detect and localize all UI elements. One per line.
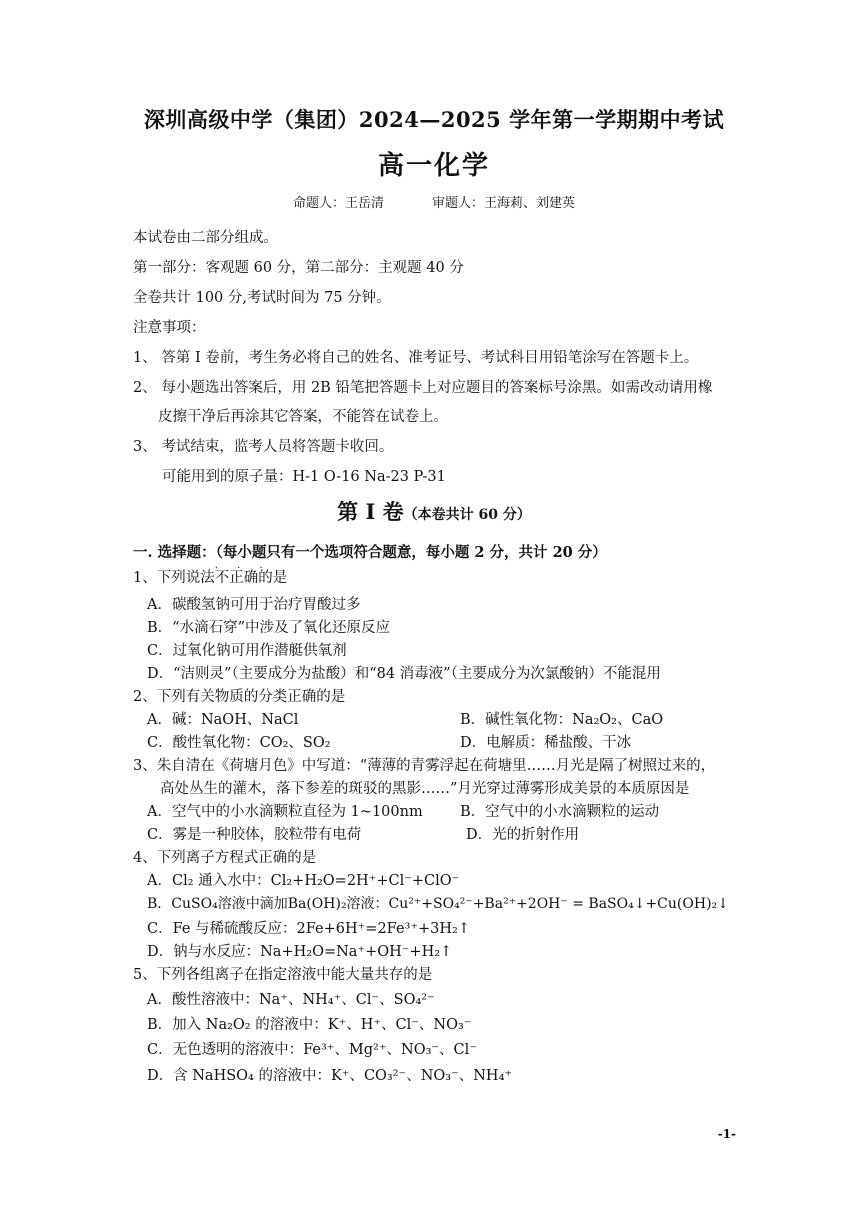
q4-option-b: B．CuSO₄溶液中滴加Ba(OH)₂溶液：Cu²⁺+SO₄²⁻+Ba²⁺+2OH⁻ = BaSO₄↓+Cu(OH)₂↓ bbox=[147, 896, 729, 912]
note-2b: 皮擦干净后再涂其它答案，不能答在试卷上。 bbox=[158, 409, 448, 425]
section-note: （本卷共计 60 分） bbox=[403, 507, 531, 523]
intro-line-1: 本试卷由二部分组成。 bbox=[133, 230, 278, 246]
q5-stem: 5、下列各组离子在指定溶液中能大量共存的是 bbox=[133, 967, 433, 983]
intro-line-3: 全卷共计 100 分,考试时间为 75 分钟。 bbox=[133, 290, 391, 306]
q4-option-c: C．Fe 与稀硫酸反应：2Fe+6H⁺=2Fe³⁺+3H₂↑ bbox=[147, 921, 470, 937]
q3-option-a: A．空气中的小水滴颗粒直径为 1~100nm bbox=[147, 804, 423, 820]
q1-option-c: C．过氧化钠可用作潜艇供氧剂 bbox=[147, 643, 347, 659]
subject-title: 高一化学 bbox=[377, 151, 490, 181]
q5-option-b: B．加入 Na₂O₂ 的溶液中：K⁺、H⁺、Cl⁻、NO₃⁻ bbox=[147, 1017, 472, 1033]
atomic-masses: 可能用到的原子量：H-1 O-16 Na-23 P-31 bbox=[162, 469, 446, 485]
q3-option-b: B．空气中的小水滴颗粒的运动 bbox=[460, 804, 660, 820]
note-2a: 2、 每小题选出答案后，用 2B 铅笔把答题卡上对应题目的答案标号涂黑。如需改动请用橡 bbox=[133, 380, 713, 396]
intro-line-2: 第一部分：客观题 60 分，第二部分：主观题 40 分 bbox=[133, 260, 464, 276]
note-1: 1、 答第 I 卷前，考生务必将自己的姓名、准考证号、考试科目用铅笔涂写在答题卡上。 bbox=[133, 350, 699, 366]
q1-option-b: B．“水滴石穿”中涉及了氧化还原反应 bbox=[147, 620, 390, 636]
q3-stem-2: 高处丛生的灌木，落下参差的斑驳的黑影……”月光穿过薄雾形成美景的本质原因是 bbox=[160, 781, 690, 797]
part-heading: 一. 选择题：（每小题只有一个选项符合题意，每小题 2 分，共计 20 分） bbox=[133, 544, 607, 561]
reviewer: 审题人：王海莉、刘建英 bbox=[432, 196, 576, 211]
q1-emphasis: · · · 不正确 bbox=[214, 563, 271, 586]
q5-option-d: D．含 NaHSO₄ 的溶液中：K⁺、CO₃²⁻、NO₃⁻、NH₄⁺ bbox=[147, 1068, 513, 1084]
q3-option-d: D．光的折射作用 bbox=[466, 827, 580, 843]
section-title-main: 第 I 卷 bbox=[337, 499, 404, 524]
q2-option-d: D．电解质：稀盐酸、干冰 bbox=[460, 735, 632, 751]
q2-stem: 2、下列有关物质的分类正确的是 bbox=[133, 689, 346, 705]
exam-title: 深圳高级中学（集团）2024—2025 学年第一学期期中考试 bbox=[143, 107, 725, 132]
q2-option-c: C．酸性氧化物：CO₂、SO₂ bbox=[147, 735, 331, 751]
q1-stem: 1、下列说法 · · · 不正确的是 bbox=[133, 563, 288, 586]
q3-stem-1: 3、朱自清在《荷塘月色》中写道：“薄薄的青雾浮起在荷塘里……月光是隔了树照过来的， bbox=[133, 758, 716, 774]
setter: 命题人：王岳清 bbox=[292, 196, 384, 211]
q5-option-a: A．酸性溶液中：Na⁺、NH₄⁺、Cl⁻、SO₄²⁻ bbox=[147, 992, 435, 1008]
section-title bbox=[0, 496, 868, 526]
notes-title: 注意事项： bbox=[133, 320, 206, 336]
q3-option-c: C．雾是一种胶体，胶粒带有电荷 bbox=[147, 827, 362, 843]
q5-option-c: C．无色透明的溶液中：Fe³⁺、Mg²⁺、NO₃⁻、Cl⁻ bbox=[147, 1042, 477, 1058]
page-number: -1- bbox=[717, 1127, 736, 1141]
q2-option-a: A．碱：NaOH、NaCl bbox=[147, 712, 299, 728]
q4-stem: 4、下列离子方程式正确的是 bbox=[133, 850, 317, 866]
q1-option-a: A．碳酸氢钠可用于治疗胃酸过多 bbox=[147, 597, 361, 613]
q1-option-d: D．“洁则灵”（主要成分为盐酸）和“84 消毒液”（主要成分为次氯酸钠）不能混用 bbox=[147, 666, 661, 682]
authors-line bbox=[0, 192, 868, 211]
q4-option-d: D．钠与水反应：Na+H₂O=Na⁺+OH⁻+H₂↑ bbox=[147, 944, 453, 960]
note-3: 3、 考试结束，监考人员将答题卡收回。 bbox=[133, 439, 394, 455]
q4-option-a: A．Cl₂ 通入水中：Cl₂+H₂O=2H⁺+Cl⁻+ClO⁻ bbox=[147, 873, 460, 889]
q2-option-b: B．碱性氧化物：Na₂O₂、CaO bbox=[460, 712, 664, 728]
